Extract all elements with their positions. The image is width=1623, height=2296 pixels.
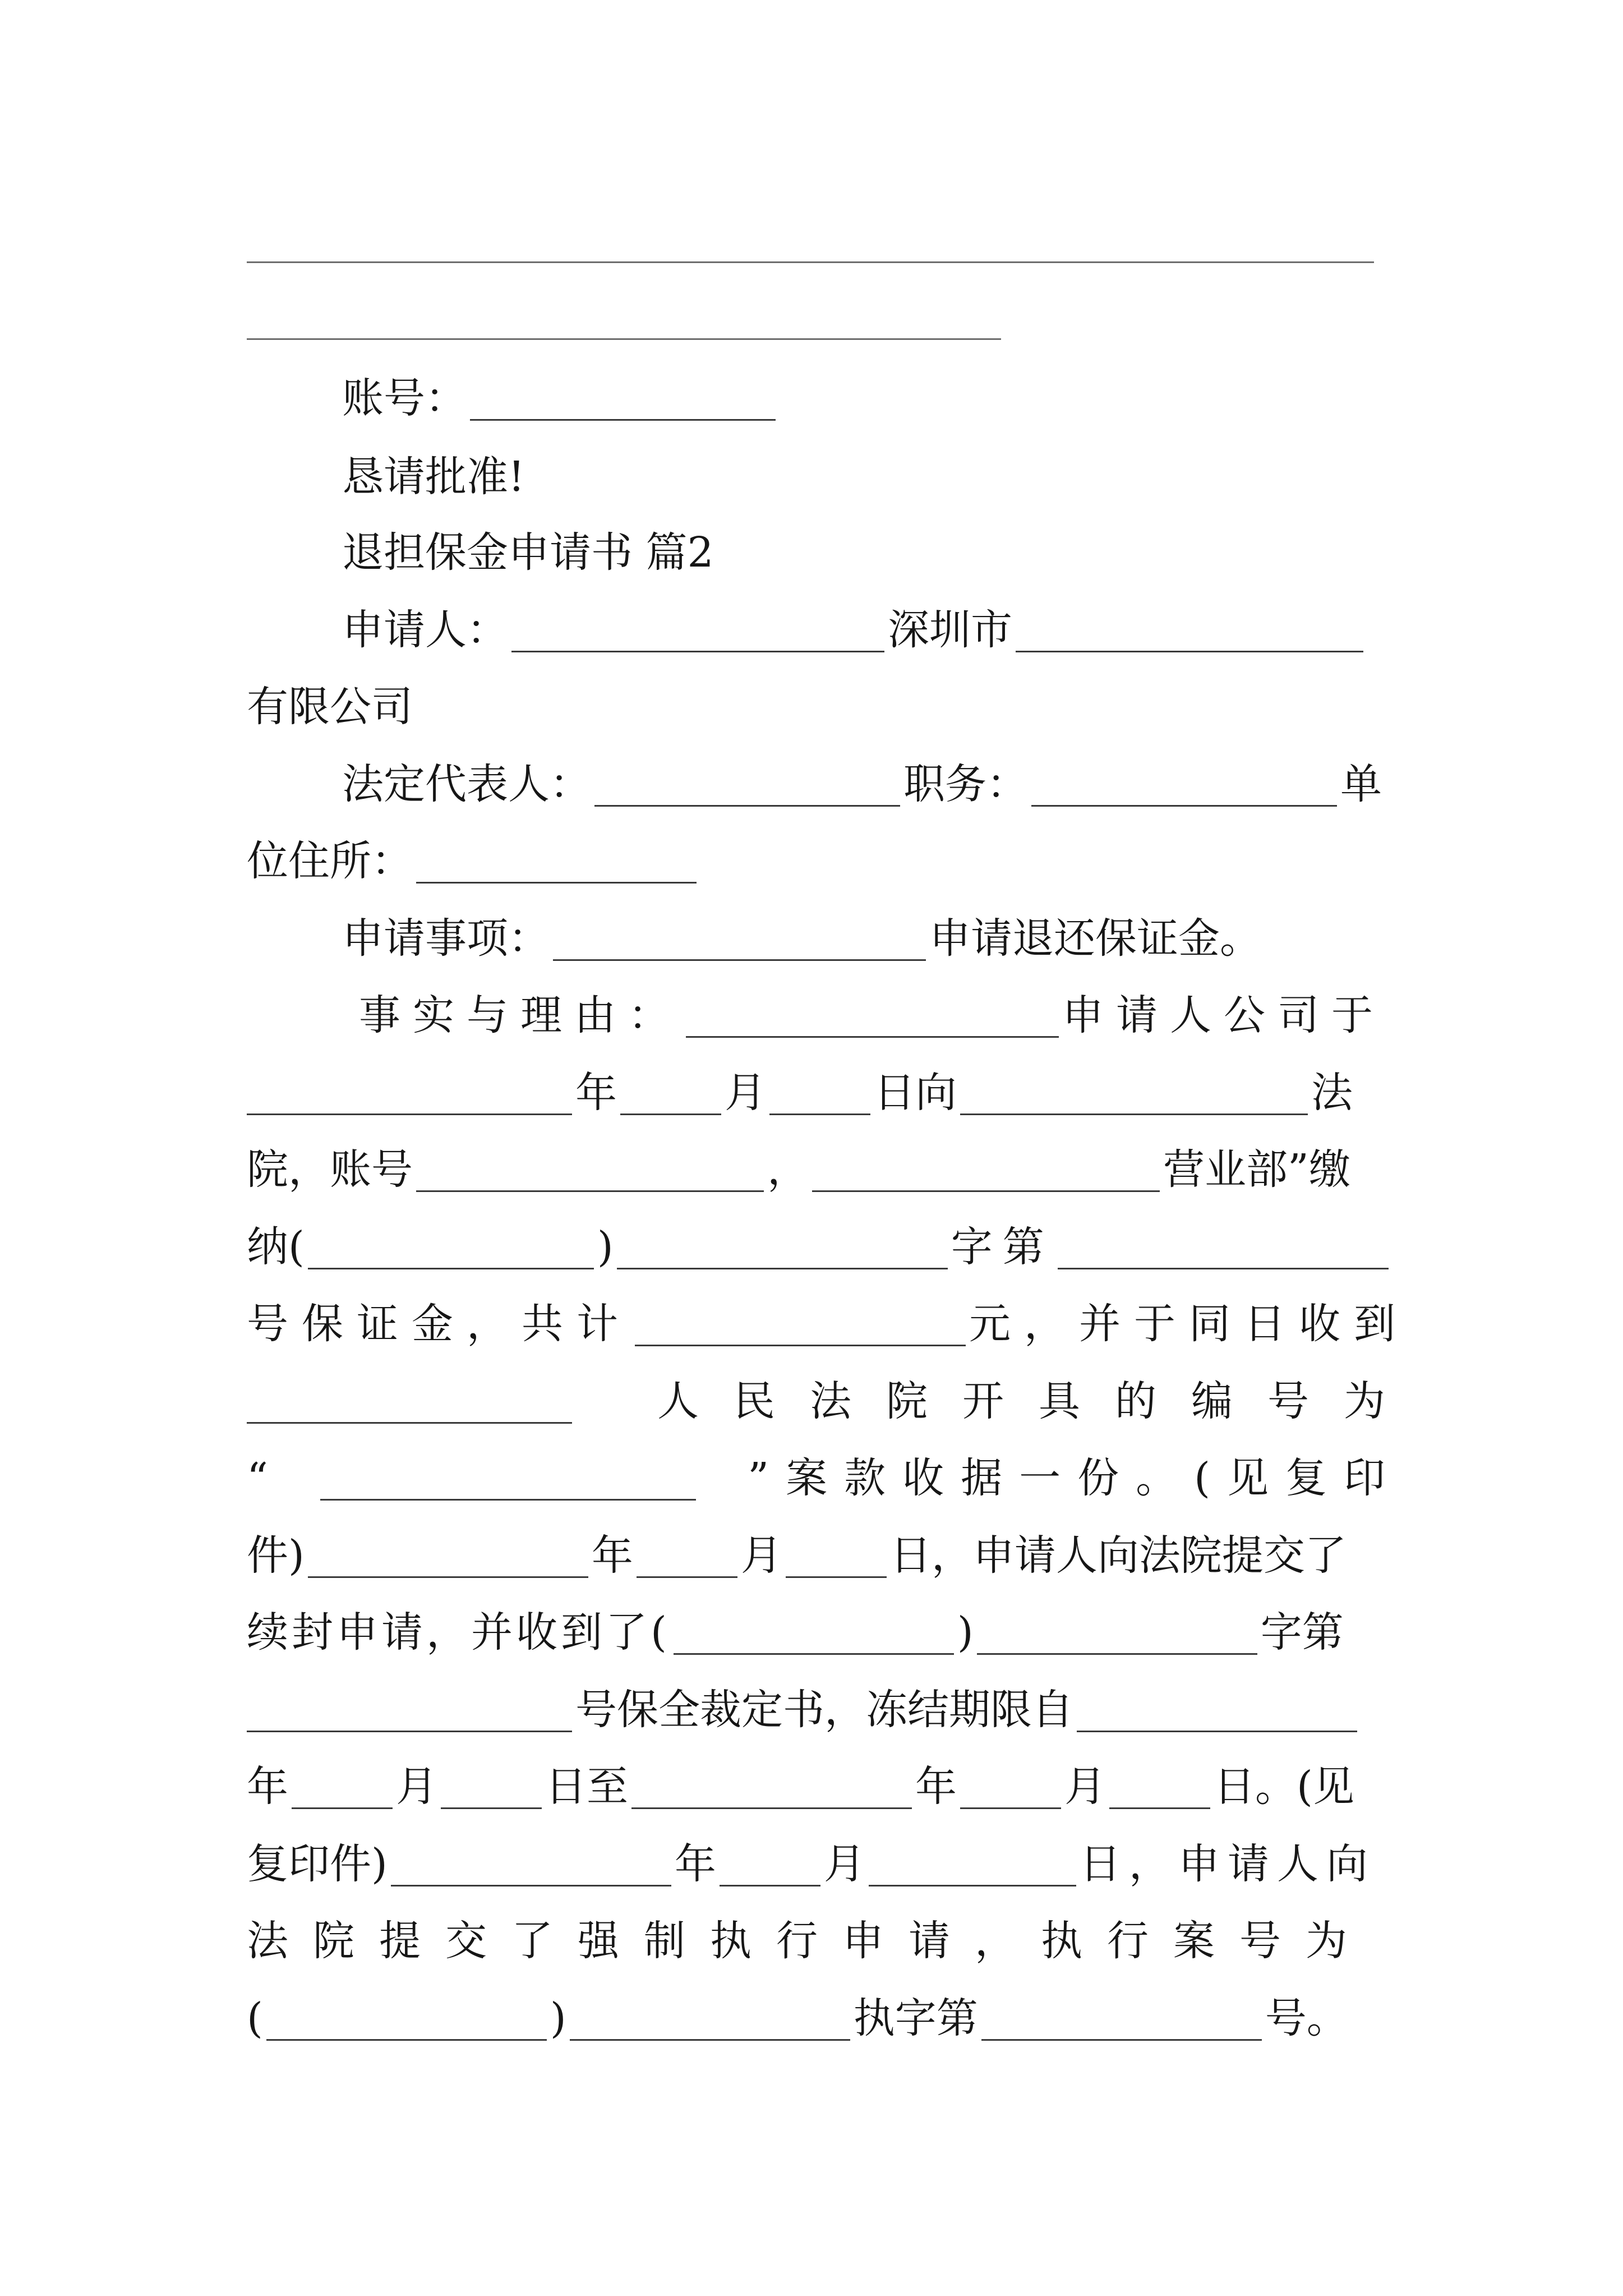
- day-blank-5[interactable]: [869, 1851, 1076, 1887]
- l14-b: ): [550, 1994, 566, 2042]
- applicant-suffix: 有限公司: [247, 683, 413, 731]
- l11-year-2: 年: [915, 1763, 957, 1811]
- l11-to: 日至: [545, 1763, 628, 1811]
- l6: 人民法院开具的编号为: [657, 1377, 1420, 1425]
- court-blank-1[interactable]: [960, 1080, 1308, 1115]
- freeze-start-blank[interactable]: [1077, 1697, 1357, 1732]
- applicant-city: 深圳市: [888, 606, 1012, 654]
- ruling-code-blank[interactable]: [977, 1619, 1257, 1655]
- legal-rep-line: [247, 753, 1385, 815]
- legal-rep-label: 法定代表人：: [342, 760, 591, 808]
- address-prefix: 单: [1340, 760, 1382, 808]
- l13: 法院提交了强制执行申请，执行案号为: [247, 1917, 1372, 1965]
- l14-c: 执字第: [853, 1994, 978, 2042]
- day-blank-4[interactable]: [1109, 1774, 1210, 1809]
- l3-c: 营业部”缴: [1163, 1145, 1350, 1194]
- applicant-label: 申请人：: [342, 606, 508, 654]
- address-blank[interactable]: [416, 848, 697, 884]
- request-line: [247, 908, 1385, 969]
- l4-a: 纳(: [247, 1223, 305, 1271]
- facts-line-4: [247, 1216, 1385, 1278]
- l11-year: 年: [247, 1763, 288, 1811]
- l11-month-2: 月: [1064, 1763, 1106, 1811]
- facts-line-11: [247, 1756, 1385, 1818]
- facts-line-12: [247, 1833, 1385, 1895]
- month-blank-5[interactable]: [720, 1851, 820, 1887]
- case-year-blank[interactable]: [308, 1234, 594, 1269]
- facts-line-9: [247, 1602, 1385, 1663]
- month-blank-3[interactable]: [292, 1774, 393, 1809]
- day-blank-3[interactable]: [441, 1774, 542, 1809]
- court-blank-2[interactable]: [247, 1388, 572, 1424]
- l9-a: 续封申请，并收到了(: [247, 1608, 670, 1657]
- blank-line-top-2: [247, 338, 1001, 340]
- exec-code-blank[interactable]: [570, 2005, 850, 2041]
- case-code-blank[interactable]: [617, 1234, 948, 1269]
- month-blank-4[interactable]: [960, 1774, 1061, 1809]
- l3-a: 院，账号: [247, 1145, 413, 1194]
- l4-b: ): [597, 1223, 614, 1271]
- l2-tail: 法: [1311, 1069, 1353, 1117]
- facts-line-1: [247, 984, 1385, 1046]
- l9-b: ): [957, 1608, 974, 1657]
- facts-line-14: [247, 1987, 1385, 2049]
- applicant-blank[interactable]: [511, 617, 884, 652]
- l7-a: “: [247, 1454, 268, 1502]
- l14-a: (: [247, 1994, 263, 2042]
- company-name-blank[interactable]: [1016, 617, 1363, 652]
- facts-line-2: [247, 1062, 1385, 1124]
- l12-month: 月: [823, 1840, 865, 1888]
- l11-month: 月: [396, 1763, 437, 1811]
- l2-month: 月: [725, 1069, 766, 1117]
- exec-number-blank[interactable]: [981, 2005, 1262, 2041]
- applicant-line: [247, 599, 1385, 661]
- ruling-year-blank[interactable]: [674, 1619, 954, 1655]
- applicant-suffix-line: [247, 676, 1385, 738]
- facts-line-7: [247, 1447, 1402, 1509]
- request-label: 申请事项：: [342, 914, 550, 963]
- ruling-number-blank[interactable]: [247, 1697, 572, 1732]
- freeze-end-year-blank[interactable]: [631, 1774, 912, 1809]
- facts-line-8: [247, 1525, 1385, 1586]
- legal-rep-blank[interactable]: [594, 771, 900, 807]
- year-blank-2[interactable]: [308, 1543, 588, 1578]
- exec-year-blank[interactable]: [266, 2005, 547, 2041]
- year-blank-1[interactable]: [247, 1080, 572, 1115]
- l3-b: ，: [767, 1145, 809, 1194]
- l4-c: 字第: [951, 1223, 1054, 1271]
- request-content: 申请退还保证金。: [929, 914, 1261, 963]
- receipt-number-blank[interactable]: [320, 1465, 696, 1501]
- day-blank-2[interactable]: [786, 1543, 887, 1578]
- amount-blank[interactable]: [635, 1311, 966, 1346]
- account-blank[interactable]: [470, 385, 776, 421]
- account-label: 账号：: [342, 374, 467, 422]
- l8-tail: 日，申请人向法院提交了: [889, 1531, 1347, 1580]
- facts-line-3: [247, 1139, 1385, 1200]
- position-label: 职务：: [903, 760, 1028, 808]
- l12-tail: 日，申请人向: [1079, 1840, 1376, 1888]
- year-blank-5[interactable]: [391, 1851, 671, 1887]
- l8-a: 件): [247, 1531, 305, 1580]
- facts-blank-1[interactable]: [686, 1002, 1059, 1038]
- facts-label: 事实与理由：: [359, 991, 682, 1039]
- facts-line-5: [247, 1293, 1409, 1355]
- section-heading: [247, 522, 1385, 583]
- month-blank-2[interactable]: [637, 1543, 737, 1578]
- position-blank[interactable]: [1031, 771, 1337, 807]
- l8-month: 月: [740, 1531, 782, 1580]
- l2-year: 年: [575, 1069, 617, 1117]
- l7-b: ”案款收据一份。(见复印: [748, 1454, 1402, 1502]
- facts-line-10: [247, 1679, 1385, 1741]
- l5-b: 元，并于同日收到: [969, 1300, 1409, 1348]
- address-line: [247, 830, 1385, 892]
- address-label: 位住所：: [247, 837, 413, 885]
- facts-line-13: [247, 1910, 1385, 1972]
- l11-tail: 日。(见: [1214, 1763, 1354, 1811]
- l12-a: 复印件): [247, 1840, 388, 1888]
- bank-blank[interactable]: [812, 1157, 1160, 1192]
- l8-year: 年: [591, 1531, 633, 1580]
- l14-d: 号。: [1265, 1994, 1348, 2042]
- facts-l1-tail: 申请人公司于: [1062, 991, 1385, 1039]
- day-blank-1[interactable]: [769, 1080, 870, 1115]
- request-blank[interactable]: [553, 926, 926, 961]
- blank-line-top-1: [247, 261, 1374, 263]
- account-line: [247, 367, 1385, 429]
- l9-c: 字第: [1260, 1608, 1344, 1657]
- approval-text: 恳请批准!: [342, 453, 525, 501]
- l2-day: 日向: [874, 1069, 957, 1117]
- case-number-blank[interactable]: [1058, 1234, 1389, 1269]
- account-number-blank[interactable]: [416, 1157, 764, 1192]
- section-heading-text: 退担保金申请书 篇2: [342, 528, 714, 577]
- approval-line: [247, 446, 1385, 508]
- l5-a: 号保证金，共计: [247, 1300, 631, 1348]
- l10: 号保全裁定书，冻结期限自: [575, 1686, 1073, 1734]
- l12-year: 年: [674, 1840, 716, 1888]
- facts-line-6: [247, 1370, 1420, 1432]
- month-blank-1[interactable]: [620, 1080, 721, 1115]
